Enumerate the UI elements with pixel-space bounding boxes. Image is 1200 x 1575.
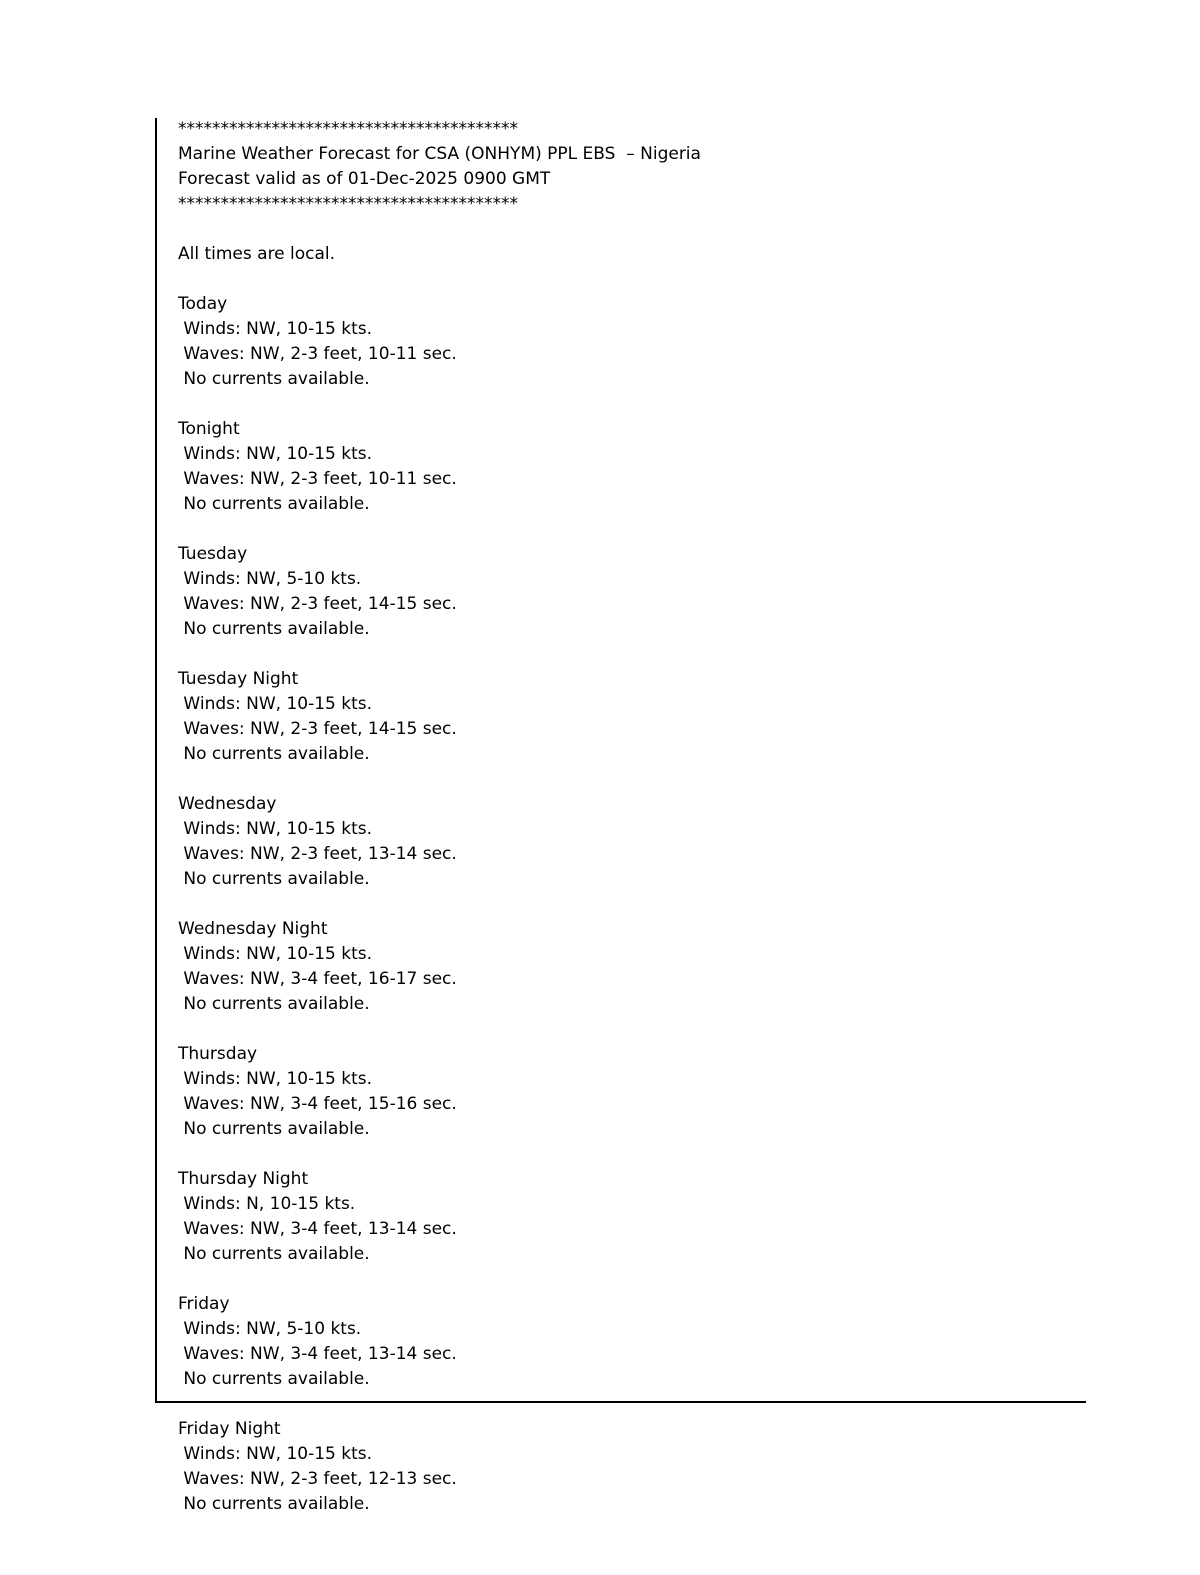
winds-line: Winds: NW, 10-15 kts.: [178, 944, 373, 964]
waves-line: Waves: NW, 3-4 feet, 13-14 sec.: [178, 1219, 457, 1239]
forecast-section-wednesday-night: [178, 917, 1158, 1042]
currents-line: No currents available.: [178, 869, 370, 889]
currents-line: No currents available.: [178, 744, 370, 764]
currents-line: No currents available.: [178, 494, 370, 514]
winds-line: Winds: NW, 10-15 kts.: [178, 1444, 373, 1464]
winds-line: Winds: N, 10-15 kts.: [178, 1194, 356, 1214]
forecast-title: Marine Weather Forecast for CSA (ONHYM) PPL EBS – Nigeria: [178, 144, 701, 164]
blank-line: [178, 1017, 1158, 1042]
times-note: All times are local.: [178, 244, 336, 264]
winds-line: Winds: NW, 10-15 kts.: [178, 444, 373, 464]
currents-line: No currents available.: [178, 1244, 370, 1264]
blank-line: [178, 517, 1158, 542]
forecast-section-tuesday: [178, 542, 1158, 667]
period-heading: Thursday: [178, 1044, 258, 1064]
forecast-section-friday: [178, 1292, 1158, 1417]
waves-line: Waves: NW, 3-4 feet, 13-14 sec.: [178, 1344, 457, 1364]
forecast-section-thursday-night: [178, 1167, 1158, 1292]
period-heading: Thursday Night: [178, 1169, 309, 1189]
waves-line: Waves: NW, 2-3 feet, 13-14 sec.: [178, 844, 457, 864]
period-heading: Today: [178, 294, 228, 314]
period-heading: Wednesday: [178, 794, 277, 814]
period-heading: Tuesday Night: [178, 669, 299, 689]
currents-line: No currents available.: [178, 1369, 370, 1389]
period-heading: Tuesday: [178, 544, 248, 564]
blank-line: [178, 892, 1158, 917]
currents-line: No currents available.: [178, 1494, 370, 1514]
forecast-section-friday-night: [178, 1417, 1158, 1517]
winds-line: Winds: NW, 10-15 kts.: [178, 319, 373, 339]
separator-line-bottom: ****************************************: [178, 194, 518, 214]
currents-line: No currents available.: [178, 994, 370, 1014]
currents-line: No currents available.: [178, 619, 370, 639]
blank-line: [178, 1392, 1158, 1417]
forecast-section-wednesday: [178, 792, 1158, 917]
blank-line: [178, 1142, 1158, 1167]
blank-line: [178, 267, 1158, 292]
separator-line-top: ****************************************: [178, 119, 518, 139]
blank-line: [178, 392, 1158, 417]
waves-line: Waves: NW, 2-3 feet, 12-13 sec.: [178, 1469, 457, 1489]
currents-line: No currents available.: [178, 369, 370, 389]
waves-line: Waves: NW, 2-3 feet, 14-15 sec.: [178, 719, 457, 739]
blank-line: [178, 1267, 1158, 1292]
blank-line: [178, 642, 1158, 667]
winds-line: Winds: NW, 10-15 kts.: [178, 694, 373, 714]
currents-line: No currents available.: [178, 1119, 370, 1139]
forecast-section-tonight: [178, 417, 1158, 542]
blank-line: [178, 767, 1158, 792]
forecast-valid-line: Forecast valid as of 01-Dec-2025 0900 GMT: [178, 169, 551, 189]
forecast-section-today: [178, 292, 1158, 417]
forecast-section-tuesday-night: [178, 667, 1158, 792]
forecast-section-thursday: [178, 1042, 1158, 1167]
period-heading: Tonight: [178, 419, 240, 439]
waves-line: Waves: NW, 2-3 feet, 10-11 sec.: [178, 344, 457, 364]
blank-line: [178, 217, 1158, 242]
period-heading: Friday Night: [178, 1419, 281, 1439]
period-heading: Friday: [178, 1294, 230, 1314]
waves-line: Waves: NW, 3-4 feet, 15-16 sec.: [178, 1094, 457, 1114]
forecast-document: [178, 117, 1158, 1517]
period-heading: Wednesday Night: [178, 919, 328, 939]
winds-line: Winds: NW, 10-15 kts.: [178, 1069, 373, 1089]
winds-line: Winds: NW, 5-10 kts.: [178, 569, 362, 589]
waves-line: Waves: NW, 2-3 feet, 14-15 sec.: [178, 594, 457, 614]
waves-line: Waves: NW, 3-4 feet, 16-17 sec.: [178, 969, 457, 989]
waves-line: Waves: NW, 2-3 feet, 10-11 sec.: [178, 469, 457, 489]
winds-line: Winds: NW, 10-15 kts.: [178, 819, 373, 839]
winds-line: Winds: NW, 5-10 kts.: [178, 1319, 362, 1339]
